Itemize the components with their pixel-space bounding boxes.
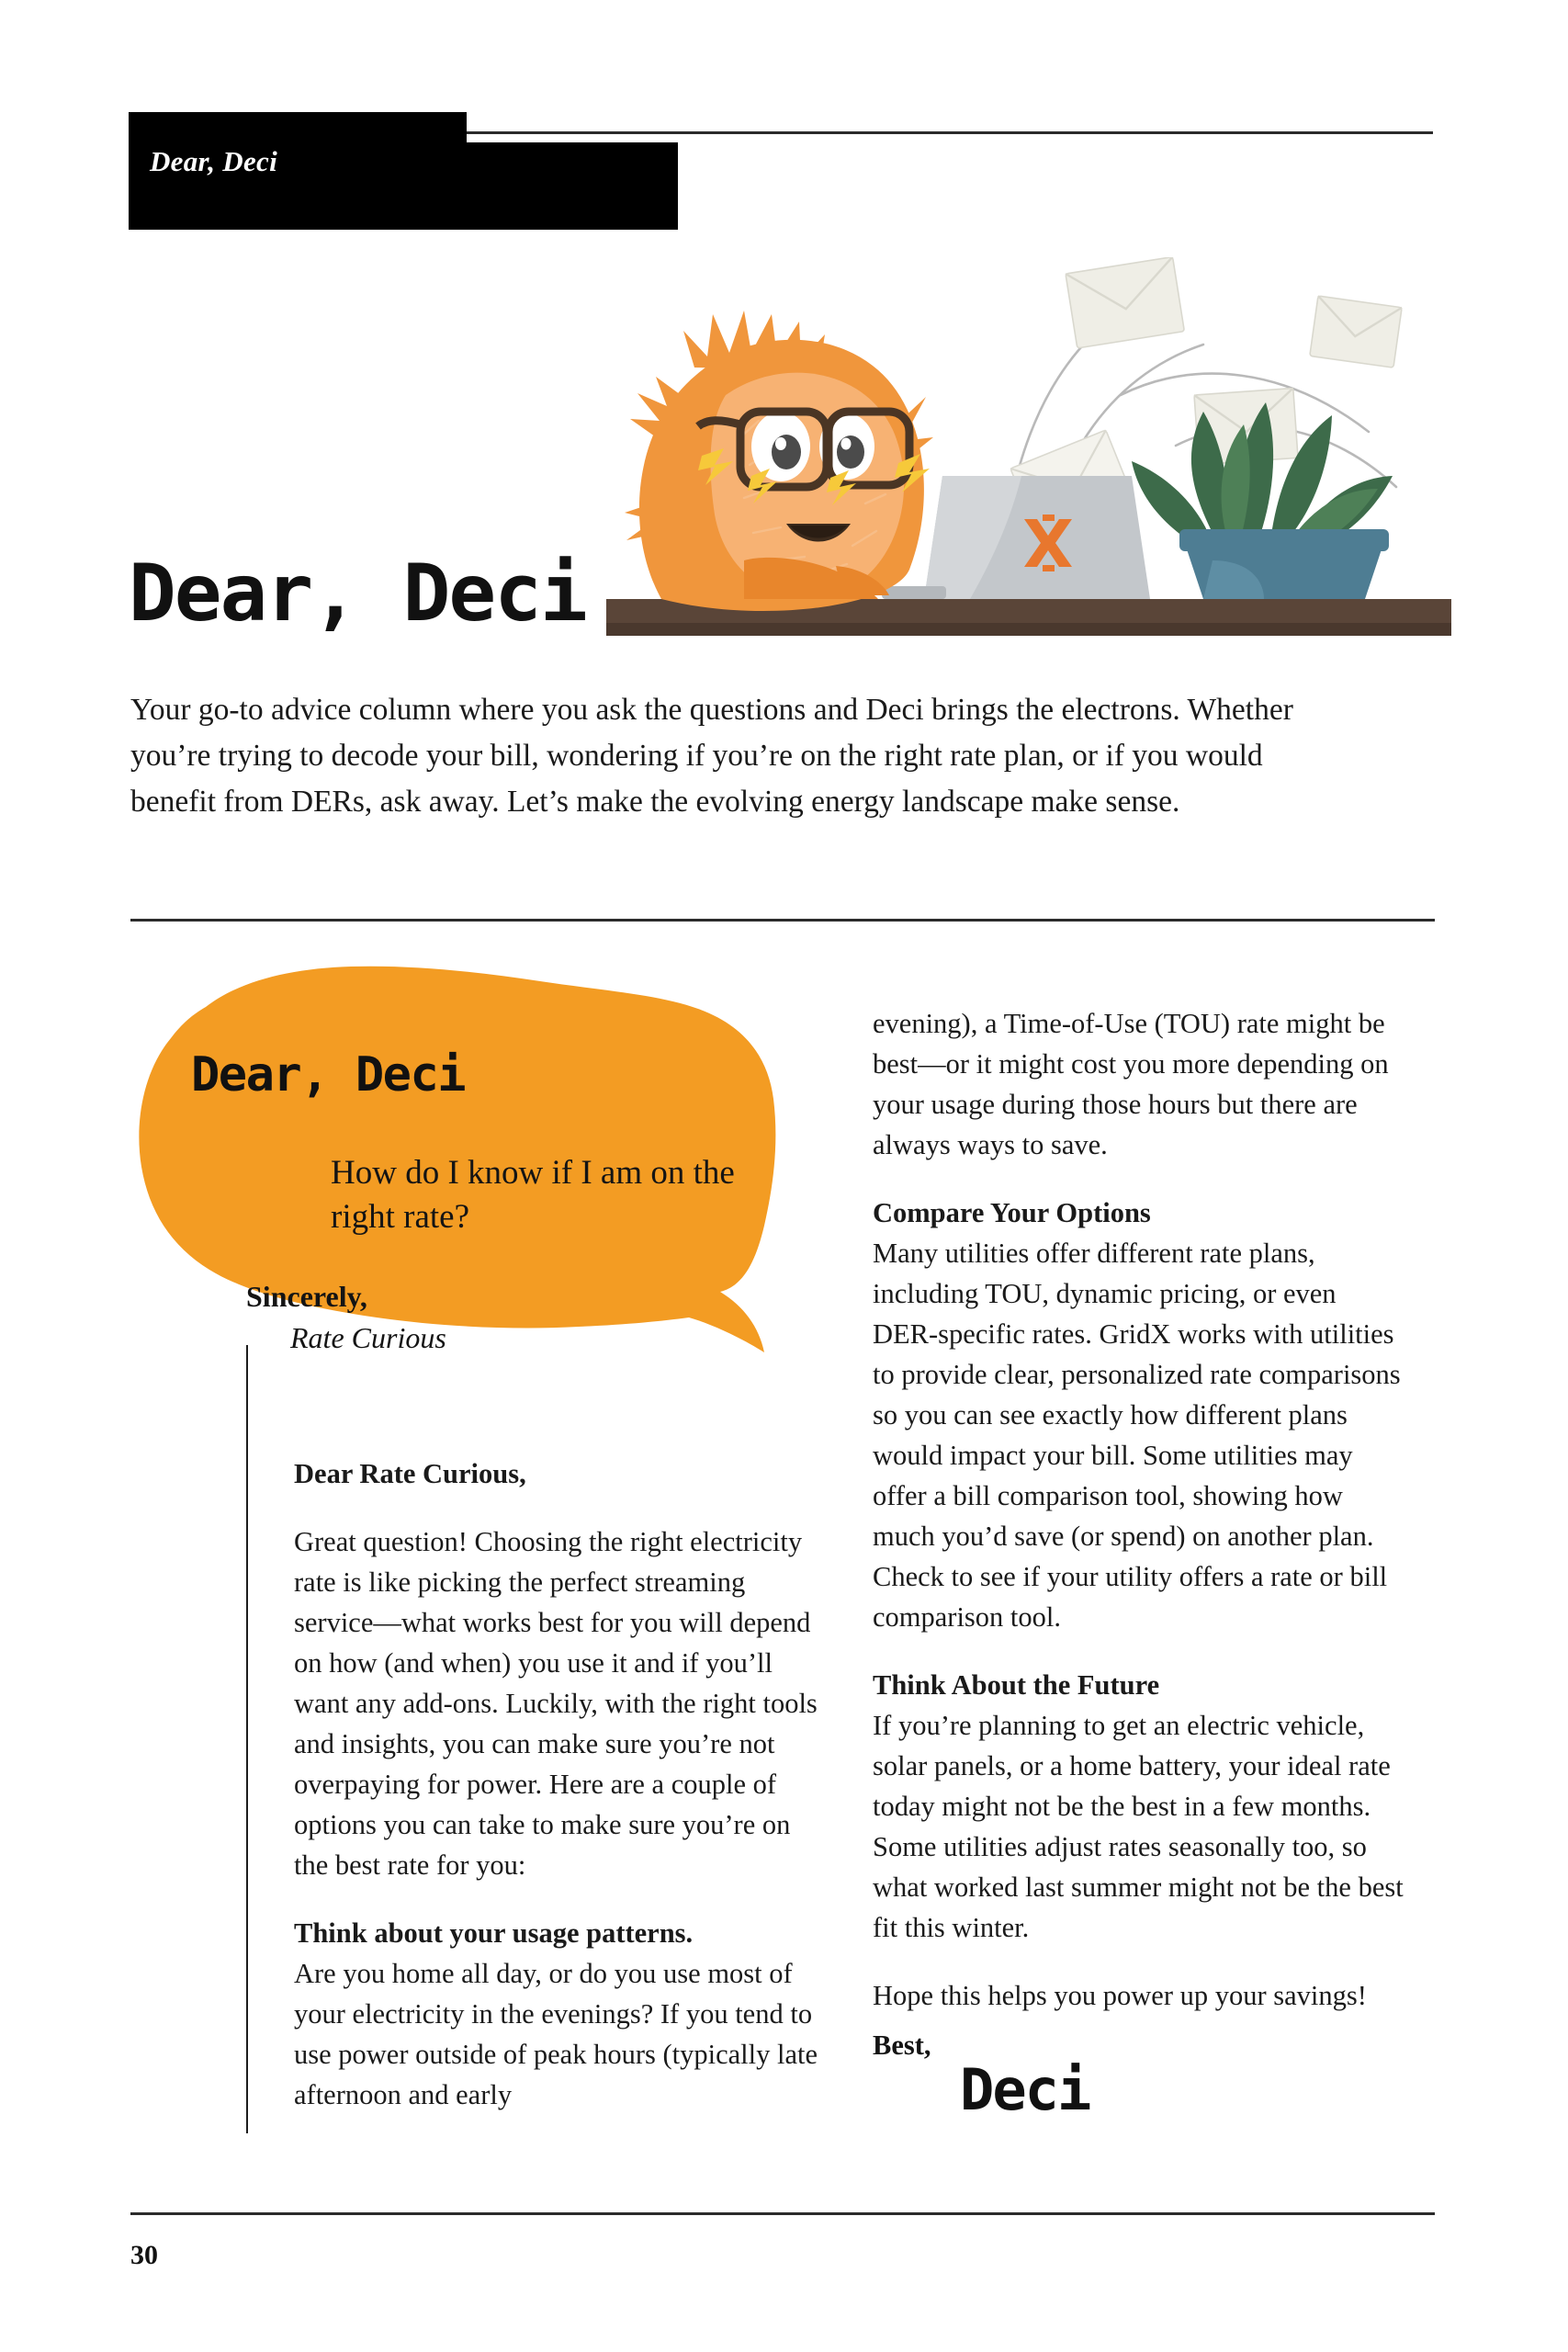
closing-block: [873, 1975, 1405, 2016]
deci-mascot-illustration: [606, 257, 1451, 652]
usage-patterns-body: Are you home all day, or do you use most of your electricity in the evenings? If you tend to use power outside of peak hours (typically late afternoon and early: [294, 1958, 818, 2110]
intro-paragraph: Your go-to advice column where you ask the questions and Deci brings the electrons. Whether you’re trying to decode your bill, wondering if you’re on the right rate plan, or if you would benefit from DERs, ask away. Let’s make the evolving energy landscape make sense.: [130, 693, 1293, 819]
closing-line: Hope this helps you power up your savings!: [873, 1980, 1367, 2011]
bubble-signoff: Sincerely,: [246, 1280, 367, 1313]
bubble-heading: Dear, Deci: [191, 1047, 466, 1102]
page-title: Dear, Deci: [129, 548, 586, 639]
answer-salutation: Dear Rate Curious,: [294, 1458, 526, 1489]
answer-left-paragraph: Great question! Choosing the right electricity rate is like picking the perfect streaming service—what works best for you will depend on how (and when) you use it and if you’ll want any add-ons. Luckily, with the right tools and insights, you can make sure you’re not overpaying for power. Here are a couple of options you can take to make sure you’re on the best rate for you:: [294, 1526, 818, 1881]
usage-patterns-heading: Think about your usage patterns.: [294, 1917, 694, 1949]
compare-options-body: Many utilities offer different rate plans, including TOU, dynamic pricing, or even DER-specific rates. GridX works with utilities to provide clear, personalized rate comparisons so you can see exactly how different plans would impact your bill. Some utilities may offer a bill comparison tool, showing how much you’d save (or spend) on another plan. Check to see if your utility offers a rate or bill comparison tool.: [873, 1238, 1401, 1633]
section-divider-bottom: [130, 2212, 1435, 2215]
compare-options-block: [873, 1193, 1405, 1637]
bubble-signer: Rate Curious: [290, 1321, 446, 1354]
usage-continuation-block: [873, 1003, 1405, 1165]
page-number: 30: [130, 2240, 158, 2270]
answer-right-column: [873, 1003, 1405, 2016]
future-block: [873, 1665, 1405, 1948]
question-speech-bubble: [110, 954, 836, 1418]
answer-left-column: [294, 1453, 822, 2115]
future-body: If you’re planning to get an electric vehicle, solar panels, or a home battery, your ideal rate today might not be the best in a few months. Some utilities adjust rates seasonally too, so what worked last summer might not be the best fit this winter.: [873, 1710, 1404, 1943]
answer-intro-block: [294, 1521, 822, 1885]
future-heading: Think About the Future: [873, 1669, 1160, 1701]
usage-continuation-text: evening), a Time-of-Use (TOU) rate might be best—or it might cost you more depending on your usage during those hours but there are always ways to save.: [873, 1008, 1389, 1160]
bubble-question-text: How do I know if I am on the right rate?: [331, 1154, 735, 1236]
running-header: [0, 0, 1568, 248]
running-header-title: Dear, Deci: [150, 145, 278, 177]
usage-patterns-block: [294, 1913, 822, 2115]
header-black-bar-secondary: [467, 142, 678, 230]
answer-vertical-rule: [246, 1345, 248, 2133]
signature-deci: Deci: [960, 2056, 1090, 2123]
compare-options-heading: Compare Your Options: [873, 1197, 1151, 1228]
signature-best: Best,: [873, 2030, 931, 2061]
section-divider-top: [130, 919, 1435, 922]
answer-salutation-block: [294, 1453, 822, 1494]
